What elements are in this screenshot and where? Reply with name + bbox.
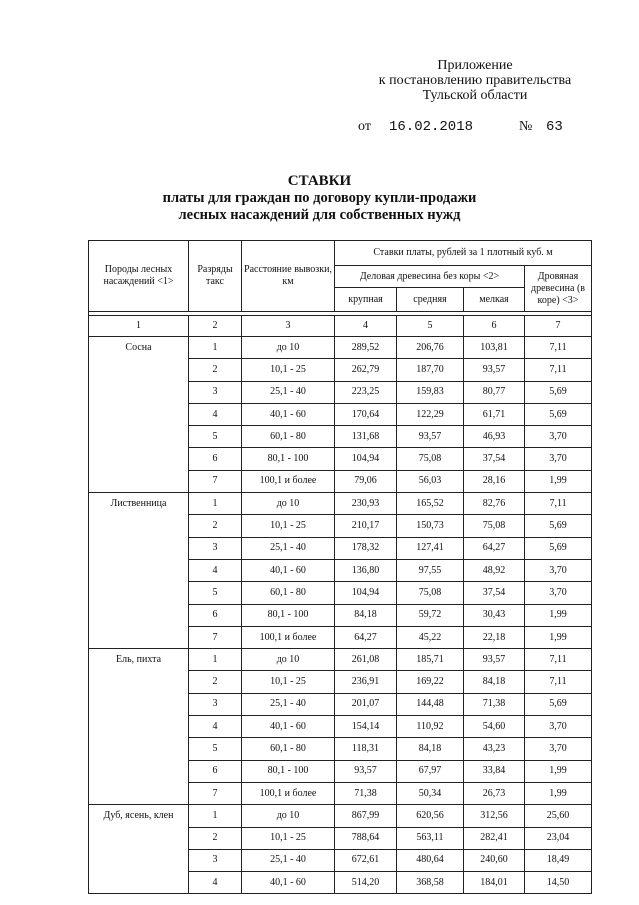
grade-cell: 2 (189, 359, 242, 381)
fuel-rate-cell: 7,11 (525, 649, 592, 671)
rates-table-body (89, 337, 592, 894)
small-rate-cell: 54,60 (464, 716, 525, 738)
distance-cell: 100,1 и более (242, 626, 335, 648)
grade-cell: 1 (189, 805, 242, 827)
medium-rate-cell: 59,72 (397, 604, 464, 626)
small-rate-cell: 37,54 (464, 582, 525, 604)
distance-cell: 60,1 - 80 (242, 426, 335, 448)
page-title: СТАВКИ (287, 173, 352, 189)
header-distance: Расстояние вывозки, км (242, 241, 335, 312)
small-rate-cell: 64,27 (464, 537, 525, 559)
fuel-rate-cell: 1,99 (525, 626, 592, 648)
small-rate-cell: 103,81 (464, 337, 525, 359)
small-rate-cell: 312,56 (464, 805, 525, 827)
col-number-1: 1 (89, 316, 189, 337)
large-rate-cell: 104,94 (335, 582, 397, 604)
distance-cell: 80,1 - 100 (242, 448, 335, 470)
medium-rate-cell: 110,92 (397, 716, 464, 738)
header-fuel-wood: Дровяная древесина (в коре) <3> (525, 266, 592, 312)
distance-cell: до 10 (242, 337, 335, 359)
distance-cell: 80,1 - 100 (242, 760, 335, 782)
distance-cell: 10,1 - 25 (242, 827, 335, 849)
number-label: № (519, 119, 533, 134)
from-label: от (358, 119, 371, 134)
grade-cell: 1 (189, 337, 242, 359)
grade-cell: 7 (189, 782, 242, 804)
fuel-rate-cell: 3,70 (525, 738, 592, 760)
col-number-5: 5 (397, 316, 464, 337)
header-medium: средняя (397, 288, 464, 312)
order-line (0, 119, 639, 135)
large-rate-cell: 178,32 (335, 537, 397, 559)
distance-cell: 25,1 - 40 (242, 537, 335, 559)
header-small: мелкая (464, 288, 525, 312)
grade-cell: 4 (189, 872, 242, 894)
fuel-rate-cell: 1,99 (525, 604, 592, 626)
large-rate-cell: 867,99 (335, 805, 397, 827)
medium-rate-cell: 93,57 (397, 426, 464, 448)
fuel-rate-cell: 5,69 (525, 515, 592, 537)
medium-rate-cell: 169,22 (397, 671, 464, 693)
small-rate-cell: 26,73 (464, 782, 525, 804)
header-large: крупная (335, 288, 397, 312)
grade-cell: 6 (189, 604, 242, 626)
small-rate-cell: 61,71 (464, 403, 525, 425)
distance-cell: до 10 (242, 493, 335, 515)
grade-cell: 4 (189, 403, 242, 425)
distance-cell: 40,1 - 60 (242, 872, 335, 894)
small-rate-cell: 84,18 (464, 671, 525, 693)
table-row (89, 649, 592, 671)
small-rate-cell: 240,60 (464, 849, 525, 871)
breed-cell: Сосна (89, 337, 189, 493)
distance-cell: 100,1 и более (242, 470, 335, 492)
medium-rate-cell: 97,55 (397, 559, 464, 581)
large-rate-cell: 64,27 (335, 626, 397, 648)
medium-rate-cell: 480,64 (397, 849, 464, 871)
header-breeds: Породы лесных насаждений <1> (89, 241, 189, 312)
small-rate-cell: 37,54 (464, 448, 525, 470)
small-rate-cell: 28,16 (464, 470, 525, 492)
distance-cell: 40,1 - 60 (242, 716, 335, 738)
col-number-2: 2 (189, 316, 242, 337)
large-rate-cell: 261,08 (335, 649, 397, 671)
medium-rate-cell: 45,22 (397, 626, 464, 648)
fuel-rate-cell: 7,11 (525, 671, 592, 693)
fuel-rate-cell: 3,70 (525, 448, 592, 470)
table-row (89, 805, 592, 827)
distance-cell: 10,1 - 25 (242, 515, 335, 537)
fuel-rate-cell: 23,04 (525, 827, 592, 849)
small-rate-cell: 75,08 (464, 515, 525, 537)
large-rate-cell: 154,14 (335, 716, 397, 738)
small-rate-cell: 82,76 (464, 493, 525, 515)
table-row (89, 493, 592, 515)
grade-cell: 2 (189, 827, 242, 849)
grade-cell: 5 (189, 582, 242, 604)
distance-cell: 100,1 и более (242, 782, 335, 804)
large-rate-cell: 118,31 (335, 738, 397, 760)
medium-rate-cell: 67,97 (397, 760, 464, 782)
appendix-line-1: Приложение (437, 58, 513, 73)
order-date: 16.02.2018 (389, 119, 474, 135)
medium-rate-cell: 122,29 (397, 403, 464, 425)
fuel-rate-cell: 5,69 (525, 381, 592, 403)
large-rate-cell: 79,06 (335, 470, 397, 492)
header-business-wood: Деловая древесина без коры <2> (335, 266, 525, 288)
grade-cell: 1 (189, 649, 242, 671)
grade-cell: 3 (189, 381, 242, 403)
medium-rate-cell: 127,41 (397, 537, 464, 559)
distance-cell: 25,1 - 40 (242, 381, 335, 403)
distance-cell: 40,1 - 60 (242, 559, 335, 581)
page-subtitle-1: платы для граждан по договору купли-продажи (162, 190, 477, 206)
col-number-6: 6 (464, 316, 525, 337)
small-rate-cell: 43,23 (464, 738, 525, 760)
distance-cell: 60,1 - 80 (242, 738, 335, 760)
breed-cell: Дуб, ясень, клен (89, 805, 189, 894)
large-rate-cell: 93,57 (335, 760, 397, 782)
small-rate-cell: 184,01 (464, 872, 525, 894)
fuel-rate-cell: 5,69 (525, 693, 592, 715)
small-rate-cell: 282,41 (464, 827, 525, 849)
breed-cell: Лиственница (89, 493, 189, 649)
large-rate-cell: 170,64 (335, 403, 397, 425)
grade-cell: 4 (189, 559, 242, 581)
fuel-rate-cell: 1,99 (525, 760, 592, 782)
page-subtitle-2: лесных насаждений для собственных нужд (178, 207, 461, 223)
appendix-line-3: Тульской области (422, 88, 528, 103)
distance-cell: 60,1 - 80 (242, 582, 335, 604)
small-rate-cell: 93,57 (464, 649, 525, 671)
medium-rate-cell: 50,34 (397, 782, 464, 804)
medium-rate-cell: 368,58 (397, 872, 464, 894)
small-rate-cell: 30,43 (464, 604, 525, 626)
fuel-rate-cell: 5,69 (525, 537, 592, 559)
large-rate-cell: 236,91 (335, 671, 397, 693)
breed-cell: Ель, пихта (89, 649, 189, 805)
col-number-7: 7 (525, 316, 592, 337)
large-rate-cell: 788,64 (335, 827, 397, 849)
grade-cell: 7 (189, 470, 242, 492)
fuel-rate-cell: 7,11 (525, 337, 592, 359)
large-rate-cell: 201,07 (335, 693, 397, 715)
medium-rate-cell: 159,83 (397, 381, 464, 403)
medium-rate-cell: 165,52 (397, 493, 464, 515)
small-rate-cell: 46,93 (464, 426, 525, 448)
distance-cell: 80,1 - 100 (242, 604, 335, 626)
grade-cell: 6 (189, 448, 242, 470)
header-rates: Ставки платы, рублей за 1 плотный куб. м (335, 241, 592, 266)
small-rate-cell: 22,18 (464, 626, 525, 648)
medium-rate-cell: 620,56 (397, 805, 464, 827)
distance-cell: 25,1 - 40 (242, 693, 335, 715)
large-rate-cell: 230,93 (335, 493, 397, 515)
large-rate-cell: 262,79 (335, 359, 397, 381)
rates-table (88, 240, 592, 894)
medium-rate-cell: 150,73 (397, 515, 464, 537)
large-rate-cell: 289,52 (335, 337, 397, 359)
large-rate-cell: 84,18 (335, 604, 397, 626)
medium-rate-cell: 563,11 (397, 827, 464, 849)
distance-cell: 10,1 - 25 (242, 671, 335, 693)
medium-rate-cell: 75,08 (397, 448, 464, 470)
grade-cell: 7 (189, 626, 242, 648)
distance-cell: 10,1 - 25 (242, 359, 335, 381)
large-rate-cell: 131,68 (335, 426, 397, 448)
fuel-rate-cell: 14,50 (525, 872, 592, 894)
grade-cell: 5 (189, 426, 242, 448)
large-rate-cell: 672,61 (335, 849, 397, 871)
fuel-rate-cell: 5,69 (525, 403, 592, 425)
large-rate-cell: 223,25 (335, 381, 397, 403)
fuel-rate-cell: 3,70 (525, 559, 592, 581)
grade-cell: 6 (189, 760, 242, 782)
grade-cell: 2 (189, 671, 242, 693)
fuel-rate-cell: 7,11 (525, 359, 592, 381)
fuel-rate-cell: 7,11 (525, 493, 592, 515)
small-rate-cell: 80,77 (464, 381, 525, 403)
small-rate-cell: 33,84 (464, 760, 525, 782)
fuel-rate-cell: 18,49 (525, 849, 592, 871)
medium-rate-cell: 56,03 (397, 470, 464, 492)
grade-cell: 5 (189, 738, 242, 760)
table-row (89, 337, 592, 359)
grade-cell: 3 (189, 537, 242, 559)
medium-rate-cell: 144,48 (397, 693, 464, 715)
large-rate-cell: 514,20 (335, 872, 397, 894)
fuel-rate-cell: 3,70 (525, 426, 592, 448)
fuel-rate-cell: 25,60 (525, 805, 592, 827)
col-number-3: 3 (242, 316, 335, 337)
appendix-block (360, 58, 590, 103)
header-grades: Разряды такс (189, 241, 242, 312)
grade-cell: 2 (189, 515, 242, 537)
appendix-line-2: к постановлению правительства (378, 73, 572, 88)
grade-cell: 3 (189, 849, 242, 871)
medium-rate-cell: 185,71 (397, 649, 464, 671)
large-rate-cell: 136,80 (335, 559, 397, 581)
distance-cell: до 10 (242, 805, 335, 827)
medium-rate-cell: 187,70 (397, 359, 464, 381)
large-rate-cell: 104,94 (335, 448, 397, 470)
medium-rate-cell: 84,18 (397, 738, 464, 760)
distance-cell: до 10 (242, 649, 335, 671)
col-number-4: 4 (335, 316, 397, 337)
large-rate-cell: 210,17 (335, 515, 397, 537)
grade-cell: 3 (189, 693, 242, 715)
grade-cell: 4 (189, 716, 242, 738)
order-number: 63 (546, 119, 563, 135)
medium-rate-cell: 75,08 (397, 582, 464, 604)
fuel-rate-cell: 1,99 (525, 470, 592, 492)
fuel-rate-cell: 3,70 (525, 716, 592, 738)
grade-cell: 1 (189, 493, 242, 515)
distance-cell: 25,1 - 40 (242, 849, 335, 871)
small-rate-cell: 71,38 (464, 693, 525, 715)
distance-cell: 40,1 - 60 (242, 403, 335, 425)
small-rate-cell: 93,57 (464, 359, 525, 381)
large-rate-cell: 71,38 (335, 782, 397, 804)
fuel-rate-cell: 3,70 (525, 582, 592, 604)
medium-rate-cell: 206,76 (397, 337, 464, 359)
small-rate-cell: 48,92 (464, 559, 525, 581)
fuel-rate-cell: 1,99 (525, 782, 592, 804)
